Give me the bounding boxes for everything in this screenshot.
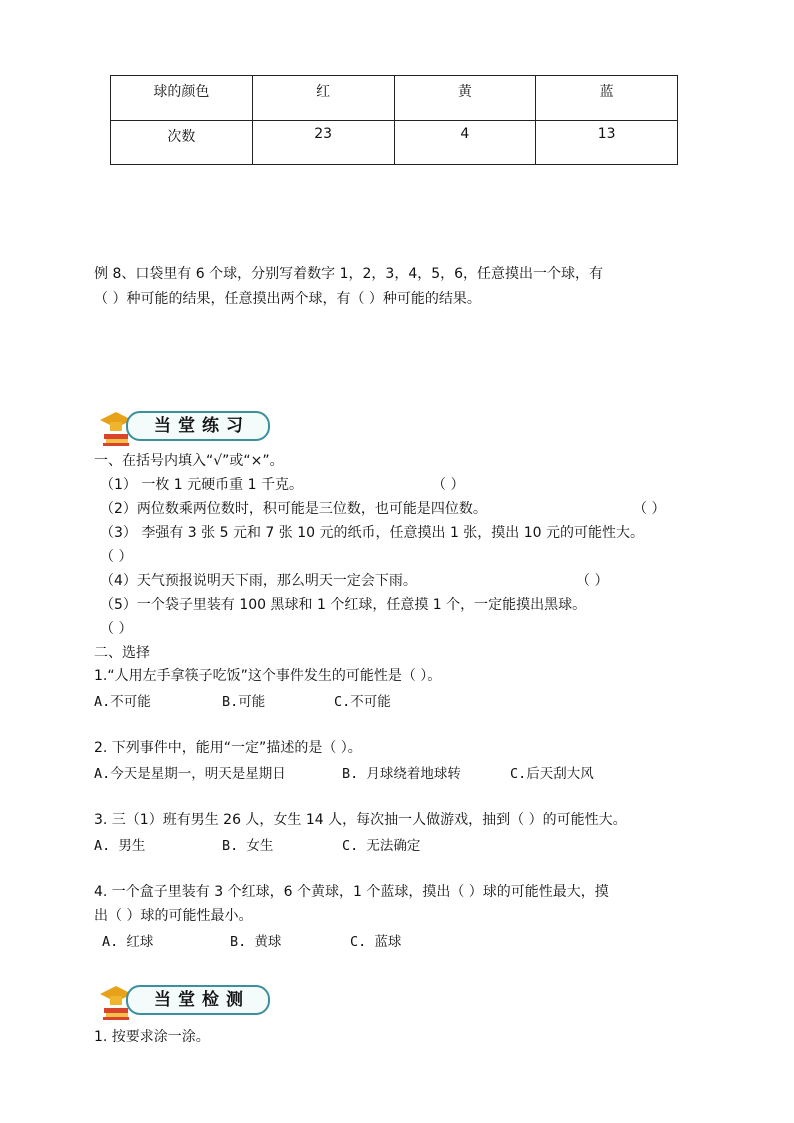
item-4-paren: （ ） [576,573,609,589]
q3-option-a: A. 男生 [94,838,146,854]
part-1-title: 一、在括号内填入“√”或“×”。 [94,453,284,469]
item-2-text: （2）两位数乘两位数时，积可能是三位数，也可能是四位数。 [100,501,487,517]
item-1-text: （1） 一枚 1 元硬币重 1 千克。 [100,477,303,493]
table-row [111,120,678,165]
ball-count-table [110,75,678,165]
q4-option-b: B. 黄球 [230,934,282,950]
item-5-paren: （ ） [100,621,133,637]
example-8-line-1: 例 8、口袋里有 6 个球，分别写着数字 1，2，3，4，5，6，任意摸出一个球，有 [94,266,604,282]
q4-option-a: A. 红球 [102,934,154,950]
part-2-title: 二、选择 [94,645,150,661]
test-question-1: 1. 按要求涂一涂。 [94,1029,210,1045]
section-banner-practice [100,408,262,448]
banner-label: 当堂检测 [126,985,270,1015]
question-2: 2. 下列事件中，能用“一定”描述的是（ ）。 [94,740,362,756]
section-banner-test [100,982,262,1022]
q1-option-a: A.不可能 [94,694,151,710]
q3-option-b: B. 女生 [222,838,274,854]
table-cell: 黄 [394,76,536,121]
item-2-paren: （ ） [633,501,666,517]
q1-option-c: C.不可能 [334,694,391,710]
question-4-line-1: 4. 一个盒子里装有 3 个红球，6 个黄球，1 个蓝球，摸出（ ）球的可能性最大，摸 [94,884,609,900]
item-4-text: （4）天气预报说明天下雨，那么明天一定会下雨。 [100,573,417,589]
q4-option-c: C. 蓝球 [350,934,402,950]
table-cell: 次数 [111,120,253,165]
banner-label: 当堂练习 [126,411,270,441]
table-cell: 蓝 [536,76,678,121]
q2-option-a: A.今天是星期一，明天是星期日 [94,766,286,782]
table-cell: 球的颜色 [111,76,253,121]
question-3: 3. 三（1）班有男生 26 人，女生 14 人，每次抽一人做游戏，抽到（ ）的可能性大。 [94,812,627,828]
item-3-text: （3） 李强有 3 张 5 元和 7 张 10 元的纸币，任意摸出 1 张，摸出 10 元的可能性大。 [100,525,645,541]
q2-option-c: C.后天刮大风 [510,766,594,782]
item-3-paren: （ ） [100,549,133,565]
q3-option-c: C. 无法确定 [342,838,421,854]
item-1-paren: （ ） [432,477,465,493]
table-cell: 13 [536,120,678,165]
question-1: 1.“人用左手拿筷子吃饭”这个事件发生的可能性是（ ）。 [94,668,442,684]
q2-option-b: B. 月球绕着地球转 [342,766,461,782]
table-cell: 23 [252,120,394,165]
table-cell: 4 [394,120,536,165]
q1-option-b: B.可能 [222,694,266,710]
table-header-row [111,76,678,121]
question-4-line-2: 出（ ）球的可能性最小。 [94,908,253,924]
example-8-line-2: （ ）种可能的结果，任意摸出两个球，有（ ）种可能的结果。 [94,291,481,307]
item-5-text: （5）一个袋子里装有 100 黑球和 1 个红球，任意摸 1 个，一定能摸出黑球。 [100,597,587,613]
table-cell: 红 [252,76,394,121]
